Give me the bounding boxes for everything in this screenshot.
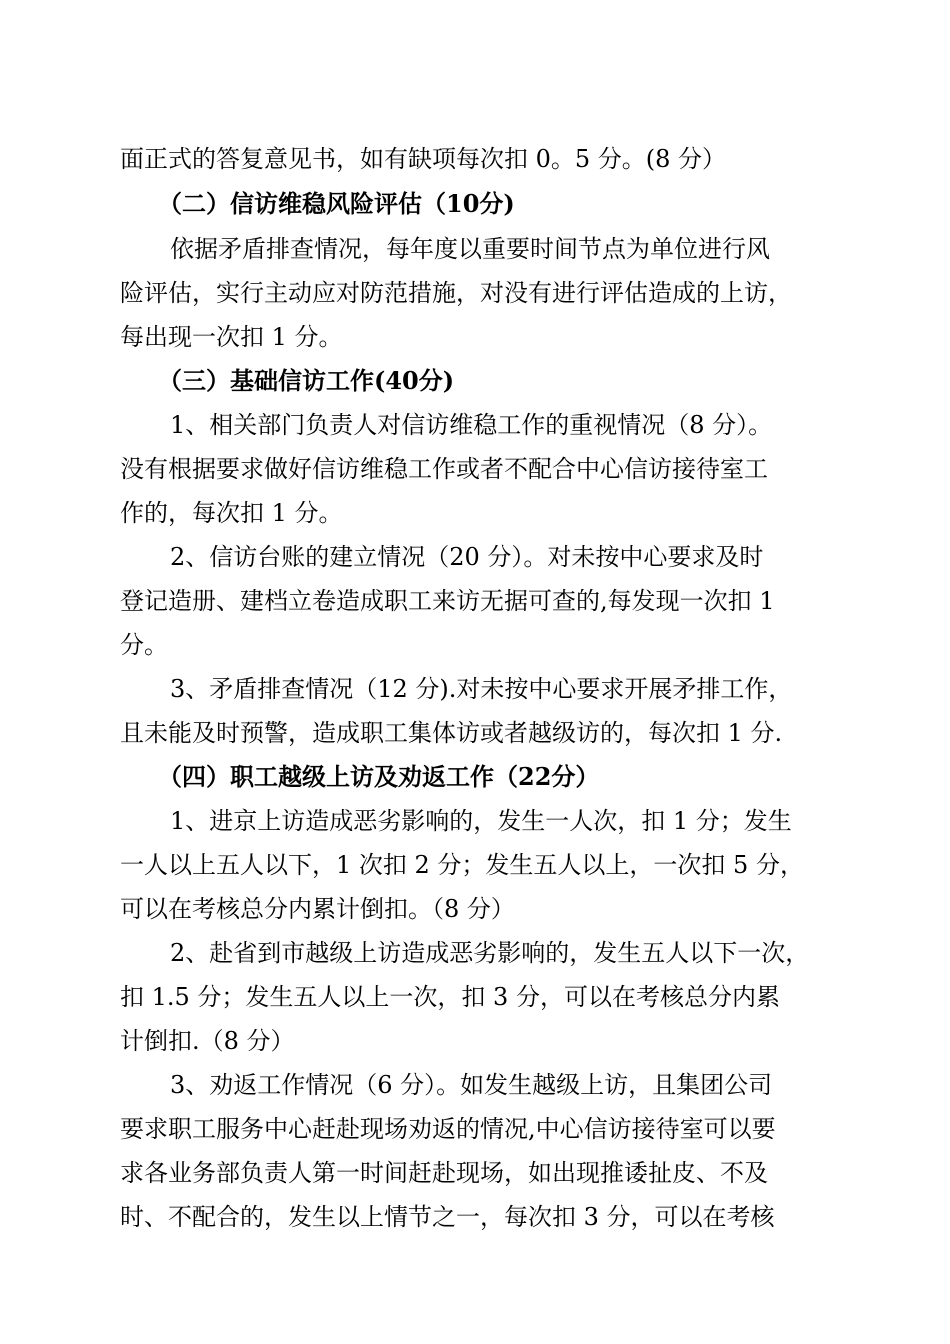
paragraph-line: 3、劝返工作情况（6 分）。如发生越级上访，且集团公司: [170, 1071, 773, 1099]
section-heading: （三）基础信访工作(40分): [158, 366, 455, 395]
paragraph-line: 每出现一次扣 1 分。: [120, 323, 343, 351]
paragraph-line: 可以在考核总分内累计倒扣。（8 分）: [120, 895, 515, 923]
paragraph-line: 1、相关部门负责人对信访维稳工作的重视情况（8 分）。: [170, 411, 773, 439]
section-heading: （二）信访维稳风险评估（10分): [158, 189, 515, 218]
paragraph-line: 面正式的答复意见书，如有缺项每次扣 0。5 分。(8 分）: [120, 145, 727, 173]
paragraph-line: 且未能及时预警，造成职工集体访或者越级访的，每次扣 1 分.: [120, 719, 783, 747]
paragraph-line: 分。: [120, 631, 168, 659]
paragraph-line: 登记造册、建档立卷造成职工来访无据可查的,每发现一次扣 1: [120, 587, 775, 615]
paragraph-line: 时、不配合的，发生以上情节之一，每次扣 3 分，可以在考核: [120, 1203, 775, 1231]
section-heading: （四）职工越级上访及劝返工作（22分）: [158, 762, 600, 791]
paragraph-line: 求各业务部负责人第一时间赶赴现场，如出现推诿扯皮、不及: [120, 1159, 768, 1187]
paragraph-line: 2、赴省到市越级上访造成恶劣影响的，发生五人以下一次，: [170, 939, 810, 967]
paragraph-line: 扣 1.5 分；发生五人以上一次，扣 3 分，可以在考核总分内累: [120, 983, 780, 1011]
paragraph-line: 要求职工服务中心赶赴现场劝返的情况,中心信访接待室可以要: [120, 1115, 776, 1143]
paragraph-line: 计倒扣.（8 分）: [120, 1027, 295, 1055]
paragraph-line: 1、进京上访造成恶劣影响的，发生一人次，扣 1 分；发生: [170, 807, 792, 835]
paragraph-line: 2、信访台账的建立情况（20 分）。对未按中心要求及时: [170, 543, 764, 571]
paragraph-line: 依据矛盾排查情况，每年度以重要时间节点为单位进行风: [170, 235, 770, 263]
paragraph-line: 3、矛盾排查情况（12 分).对未按中心要求开展矛排工作，: [170, 675, 793, 703]
paragraph-line: 作的，每次扣 1 分。: [120, 499, 343, 527]
paragraph-line: 险评估，实行主动应对防范措施，对没有进行评估造成的上访，: [120, 279, 792, 307]
paragraph-line: 一人以上五人以下，1 次扣 2 分；发生五人以上，一次扣 5 分，: [120, 851, 804, 879]
paragraph-line: 没有根据要求做好信访维稳工作或者不配合中心信访接待室工: [120, 455, 768, 483]
